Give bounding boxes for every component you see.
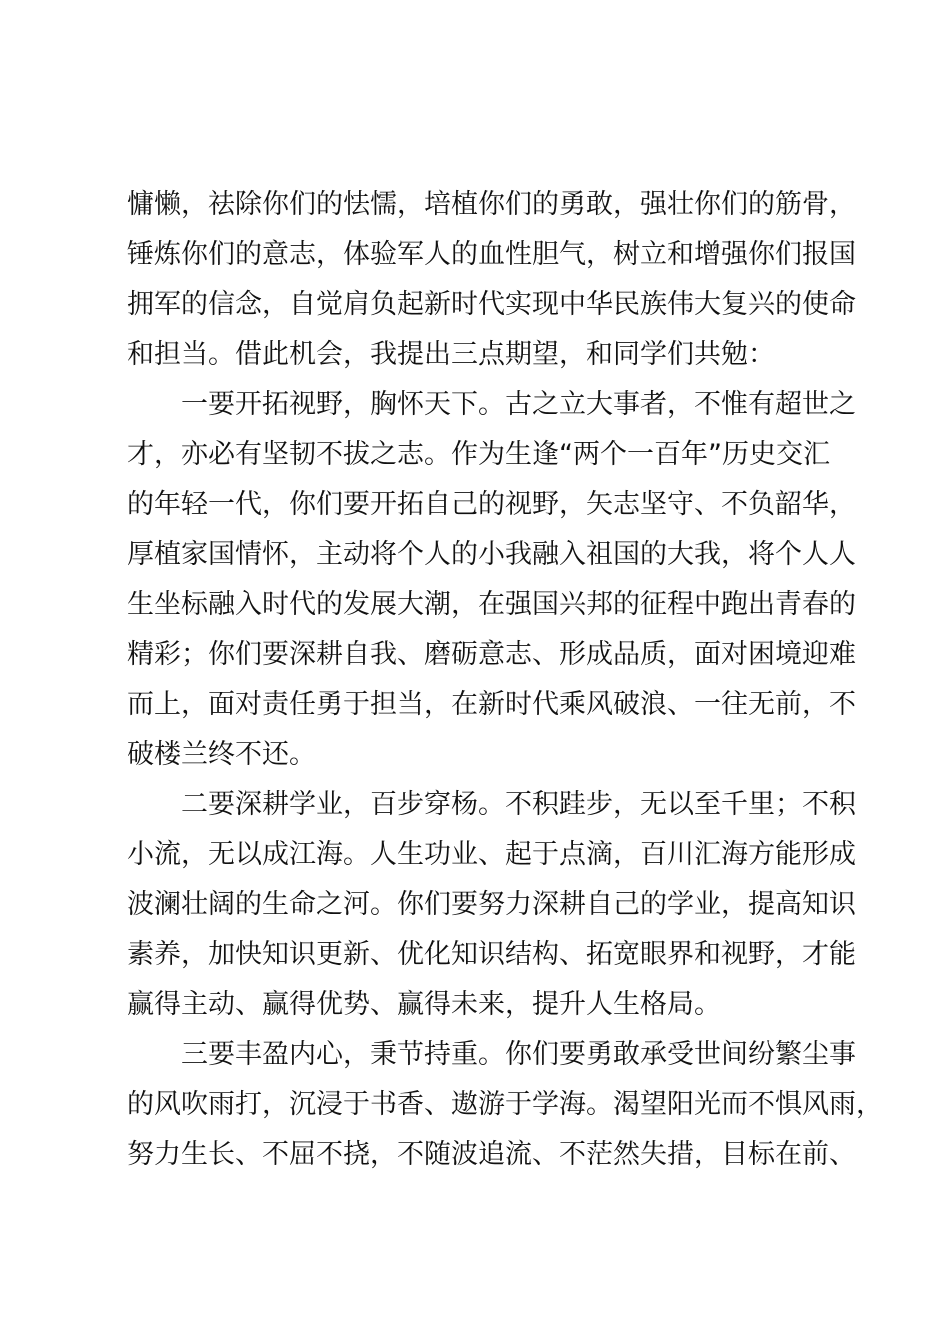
text-line: 精彩；你们要深耕自我、磨砺意志、形成品质，面对困境迎难: [127, 639, 856, 670]
text-line: 的年轻一代，你们要开拓自己的视野，矢志坚守、不负韶华，: [127, 489, 856, 520]
text-line: 努力生长、不屈不挠，不随波追流、不茫然失措，目标在前、: [127, 1139, 856, 1170]
text-line: 慵懒，祛除你们的怯懦，培植你们的勇敢，强壮你们的筋骨，: [127, 189, 856, 220]
text-line: 锤炼你们的意志，体验军人的血性胆气，树立和增强你们报国: [127, 239, 856, 270]
text-line: 才，亦必有坚韧不拔之志。作为生逢“两个一百年”历史交汇: [127, 439, 830, 470]
text-line: 小流，无以成江海。人生功业、起于点滴，百川汇海方能形成: [127, 839, 856, 870]
paragraph-first-line: 一要开拓视野，胸怀天下。古之立大事者，不惟有超世之: [181, 389, 856, 420]
text-line: 生坐标融入时代的发展大潮，在强国兴邦的征程中跑出青春的: [127, 589, 856, 620]
text-line: 和担当。借此机会，我提出三点期望，和同学们共勉：: [127, 339, 775, 370]
text-line: 厚植家国情怀，主动将个人的小我融入祖国的大我，将个人人: [127, 539, 856, 570]
text-line: 素养，加快知识更新、优化知识结构、拓宽眼界和视野，才能: [127, 939, 856, 970]
paragraph-first-line: 二要深耕学业，百步穿杨。不积跬步，无以至千里；不积: [181, 789, 856, 820]
text-line: 波澜壮阔的生命之河。你们要努力深耕自己的学业，提高知识: [127, 889, 856, 920]
body-text: [127, 180, 883, 1180]
text-line: 赢得主动、赢得优势、赢得未来，提升人生格局。: [127, 989, 721, 1020]
paragraph-first-line: 三要丰盈内心，秉节持重。你们要勇敢承受世间纷繁尘事: [181, 1039, 856, 1070]
text-line: 而上，面对责任勇于担当，在新时代乘风破浪、一往无前，不: [127, 689, 856, 720]
text-line: 拥军的信念，自觉肩负起新时代实现中华民族伟大复兴的使命: [127, 289, 856, 320]
text-line: 破楼兰终不还。: [127, 739, 316, 770]
text-line: 的风吹雨打，沉浸于书香、遨游于学海。渴望阳光而不惧风雨，: [127, 1089, 883, 1120]
